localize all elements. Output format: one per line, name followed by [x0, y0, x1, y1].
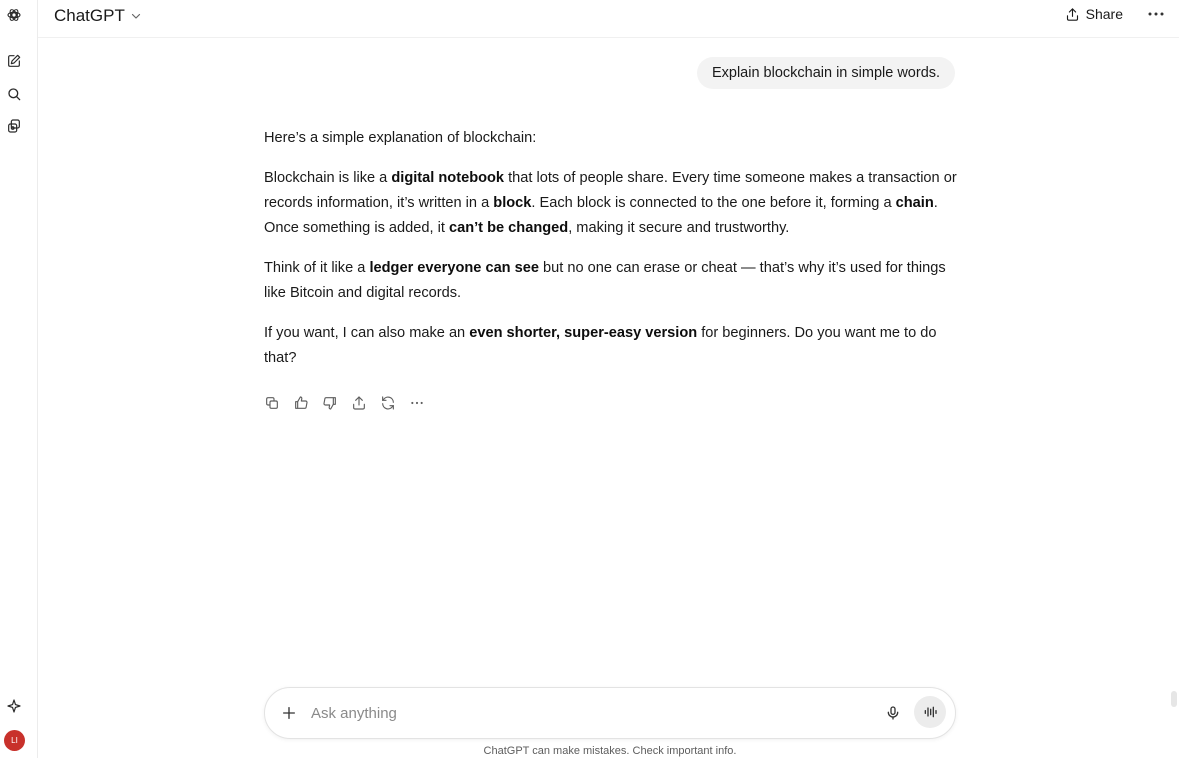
assistant-paragraph [264, 256, 964, 306]
text-run: but no one can erase or cheat — that’s why it’s used for things like Bitcoin and digital records. [264, 260, 946, 301]
model-switcher[interactable] [54, 5, 142, 27]
composer [264, 687, 956, 739]
voice-mode-button[interactable] [914, 696, 946, 728]
top-bar [38, 0, 1179, 38]
share-label: Share [1085, 6, 1123, 22]
assistant-paragraph [264, 321, 964, 371]
more-options-button[interactable] [1145, 4, 1167, 24]
text-run: that lots of people share. Every time someone makes a transaction or records information, it’s written in a [264, 170, 957, 211]
message-actions [262, 393, 427, 413]
bold-run: chain [895, 195, 934, 211]
text-run: . Once something is added, it [264, 195, 938, 236]
microphone-icon[interactable] [883, 703, 903, 723]
openai-logo-icon[interactable] [5, 6, 23, 24]
share-icon[interactable] [349, 393, 369, 413]
thumbs-up-icon[interactable] [291, 393, 311, 413]
text-run: . Each block is connected to the one before it, forming a [531, 195, 896, 211]
assistant-paragraph: Here’s a simple explanation of blockchain: [264, 130, 537, 146]
assistant-paragraph [264, 166, 964, 241]
chevron-down-icon [130, 10, 142, 22]
library-icon[interactable] [5, 117, 23, 135]
user-avatar[interactable]: LI [4, 730, 25, 751]
bold-run: ledger everyone can see [369, 260, 539, 276]
share-button[interactable] [1065, 4, 1123, 24]
text-run: Blockchain is like a [264, 170, 392, 186]
text-run: If you want, I can also make an [264, 325, 470, 341]
more-icon [1148, 11, 1164, 17]
prompt-input[interactable] [311, 702, 871, 724]
plus-icon[interactable] [279, 703, 299, 723]
search-icon[interactable] [5, 85, 23, 103]
sparkle-icon[interactable] [5, 697, 23, 715]
text-run: for beginners. Do you want me to do that? [264, 325, 937, 366]
model-name: ChatGPT [54, 6, 125, 25]
left-rail [0, 0, 38, 758]
copy-icon[interactable] [262, 393, 282, 413]
user-message: Explain blockchain in simple words. [697, 57, 955, 89]
more-icon[interactable] [407, 393, 427, 413]
new-chat-icon[interactable] [5, 52, 23, 70]
regenerate-icon[interactable] [378, 393, 398, 413]
text-run: Think of it like a [264, 260, 370, 276]
bold-run: even shorter, super-easy version [469, 325, 698, 341]
assistant-message [264, 126, 964, 386]
bold-run: block [493, 195, 532, 211]
bold-run: digital notebook [391, 170, 505, 186]
thumbs-down-icon[interactable] [320, 393, 340, 413]
voice-waveform-icon [922, 704, 938, 720]
text-run: , making it secure and trustworthy. [568, 220, 790, 236]
disclaimer: ChatGPT can make mistakes. Check important info. [483, 745, 737, 757]
scrollbar[interactable] [1171, 691, 1177, 707]
bold-run: can’t be changed [448, 220, 569, 236]
share-icon [1065, 7, 1080, 22]
